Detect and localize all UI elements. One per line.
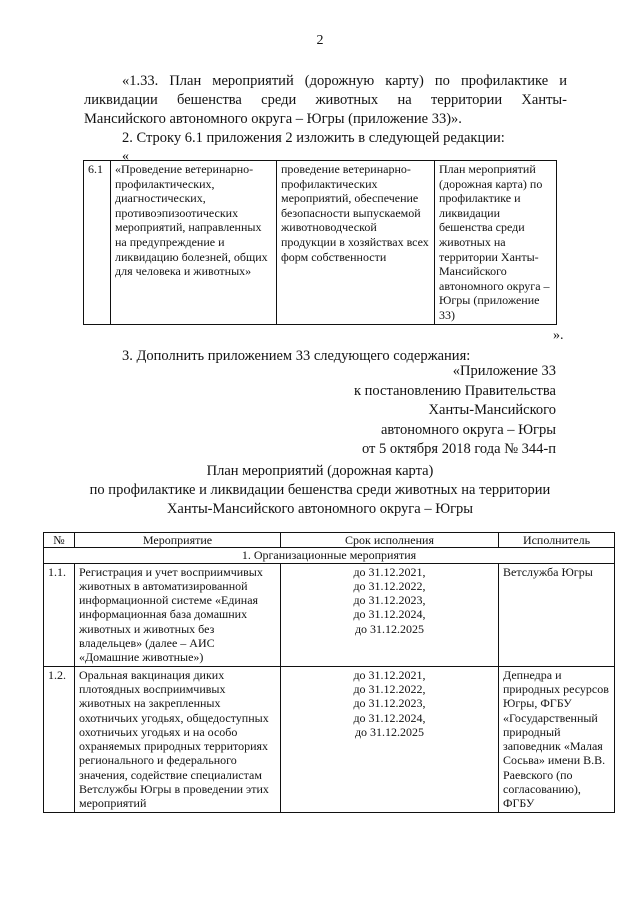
row-number: 1.2. <box>44 666 75 812</box>
deadline: до 31.12.2024, <box>353 710 426 725</box>
appendix-line: от 5 октября 2018 года № 344-п <box>361 441 556 457</box>
row-name: «Проведение ветеринарно-профилактических, диагностических, противоэпизоотических мероприятий, направленных на предупреждение и ликвидацию болезней, общих для человека и животных» <box>111 161 277 325</box>
appendix-line: Ханты-Мансийского <box>428 402 556 418</box>
row-number: 6.1 <box>84 161 111 325</box>
deadline: до 31.12.2021, <box>353 564 426 579</box>
paragraph-line: ликвидации бешенства среди животных на территории Ханты- <box>84 92 567 108</box>
plan-table <box>43 532 615 813</box>
section-row <box>44 548 615 563</box>
title-line: по профилактике и ликвидации бешенства среди животных на территории <box>89 482 551 498</box>
paragraph-3: 3. Дополнить приложением 33 следующего содержания: <box>122 348 471 364</box>
table-row <box>84 161 557 325</box>
table-row <box>44 563 615 666</box>
header-deadline: Срок исполнения <box>281 533 499 548</box>
row-goal: проведение ветеринарно-профилактических мероприятий, обеспечение безопасности выпускаемой животноводческой продукции в хозяйствах всех форм собственности <box>277 161 435 325</box>
section-title: 1. Организационные мероприятия <box>44 548 615 563</box>
deadline: до 31.12.2022, <box>353 681 426 696</box>
deadline: до 31.12.2024, <box>353 607 426 622</box>
table-header-row <box>44 533 615 548</box>
deadline: до 31.12.2025 <box>354 724 425 739</box>
deadline: до 31.12.2021, <box>353 667 426 682</box>
row-deadlines <box>281 666 499 812</box>
header-executor: Исполнитель <box>499 533 615 548</box>
row-6-1-table <box>83 160 557 325</box>
title-line: План мероприятий (дорожная карта) <box>206 463 434 479</box>
quote-open: « <box>122 149 129 164</box>
page-number: 2 <box>316 33 324 48</box>
appendix-line: к постановлению Правительства <box>354 382 556 399</box>
appendix-reference <box>354 362 556 460</box>
row-activity: Оральная вакцинация диких плотоядных восприимчивых животных на закрепленных охотничьих угодьях, общедоступных охотничьих угодьях и на особо охраняемых природных территориях регионального и федерального значения, содействие специалистам Ветслужбы Югры в проведении этих мероприятий <box>75 666 281 812</box>
row-plan: План мероприятий (дорожная карта) по профилактике и ликвидации бешенства среди животных на территории Ханты-Мансийского автономного округа – Югры (приложение 33) <box>435 161 557 325</box>
deadline: до 31.12.2025 <box>354 621 425 636</box>
header-num: № <box>44 533 75 548</box>
appendix-line: «Приложение 33 <box>452 363 556 379</box>
appendix-line: автономного округа – Югры <box>380 421 556 438</box>
row-executor: Ветслужба Югры <box>499 563 615 666</box>
row-deadlines <box>281 563 499 666</box>
paragraph-1-33 <box>84 72 567 129</box>
deadline: до 31.12.2023, <box>353 696 426 711</box>
paragraph-line: «1.33. План мероприятий (дорожную карту) по профилактике и <box>122 73 567 89</box>
plan-title <box>0 462 640 519</box>
table-row <box>44 666 615 812</box>
deadline: до 31.12.2022, <box>353 578 426 593</box>
deadline: до 31.12.2023, <box>353 593 426 608</box>
header-activity: Мероприятие <box>75 533 281 548</box>
row-activity: Регистрация и учет восприимчивых животных в автоматизированной информационной системе «Единая информационная база домашних животных и животных без владельцев» (далее – АИС «Домашние животные») <box>75 563 281 666</box>
title-line: Ханты-Мансийского автономного округа – Югры <box>166 501 474 517</box>
row-number: 1.1. <box>44 563 75 666</box>
quote-close: ». <box>553 328 564 343</box>
paragraph-line: Мансийского автономного округа – Югры (приложение 33)». <box>84 111 462 127</box>
row-executor: Депнедра и природных ресурсов Югры, ФГБУ «Государственный природный заповедник «Малая Сосьва» имени В.В. Раевского (по согласованию), ФГБУ <box>499 666 615 812</box>
paragraph-2: 2. Строку 6.1 приложения 2 изложить в следующей редакции: <box>122 130 505 146</box>
